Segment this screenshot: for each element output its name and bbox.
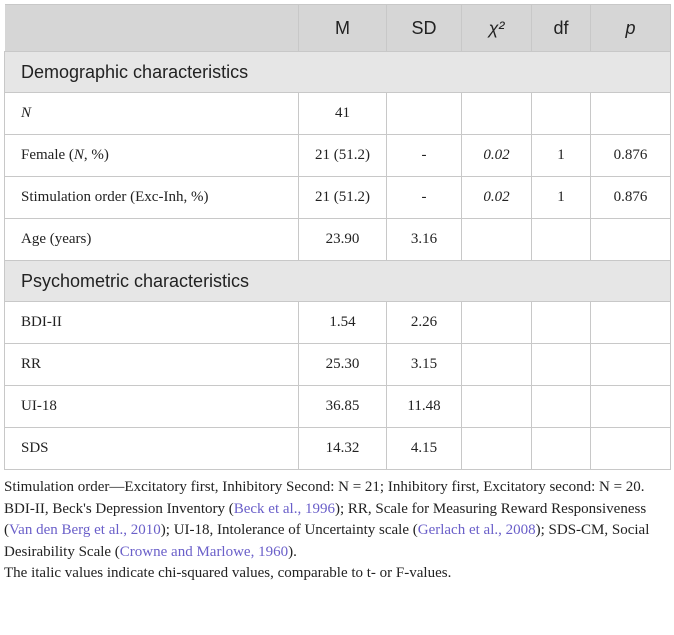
header-chi-squared: χ²: [462, 5, 532, 52]
cell-p: [591, 428, 671, 470]
cell-chi: 0.02: [462, 177, 532, 219]
cell-df: [532, 428, 591, 470]
table-row: [5, 344, 671, 386]
cell-chi: [462, 93, 532, 135]
ref-gerlach-link[interactable]: Gerlach et al., 2008: [417, 522, 536, 538]
row-label: UI-18: [5, 386, 299, 428]
cell-chi: [462, 386, 532, 428]
cell-df: [532, 219, 591, 261]
cell-sd: [387, 93, 462, 135]
header-sd: SD: [387, 5, 462, 52]
note-text: BDI-II, Beck's Depression Inventory (: [4, 500, 234, 517]
section-demographic: [5, 52, 671, 93]
cell-df: [532, 386, 591, 428]
cell-df: [532, 93, 591, 135]
cell-p: [591, 219, 671, 261]
header-row: [5, 5, 671, 52]
table-row: [5, 386, 671, 428]
cell-chi: 0.02: [462, 135, 532, 177]
cell-p: [591, 386, 671, 428]
ref-beck-link[interactable]: Beck et al., 1996: [233, 500, 335, 517]
cell-sd: 4.15: [387, 428, 462, 470]
cell-sd: 2.26: [387, 302, 462, 344]
note-stimulation-order: Stimulation order—Excitatory first, Inhibitory Second: N = 21; Inhibitory first, Excitatory second: N = 20.: [4, 479, 645, 495]
cell-sd: 11.48: [387, 386, 462, 428]
row-label: Age (years): [5, 219, 299, 261]
table-row: [5, 428, 671, 470]
cell-m: 36.85: [299, 386, 387, 428]
header-df: df: [532, 5, 591, 52]
cell-df: 1: [532, 177, 591, 219]
characteristics-table: [4, 4, 671, 470]
table-row: [5, 302, 671, 344]
table-row: [5, 135, 671, 177]
cell-sd: 3.15: [387, 344, 462, 386]
cell-m: 1.54: [299, 302, 387, 344]
row-label: Stimulation order (Exc-Inh, %): [5, 177, 299, 219]
cell-m: 21 (51.2): [299, 177, 387, 219]
cell-p: 0.876: [591, 177, 671, 219]
cell-sd: -: [387, 135, 462, 177]
note-text: ); SDS-CM, Social Desirability Scale (: [4, 522, 650, 560]
cell-p: 0.876: [591, 135, 671, 177]
cell-m: 14.32: [299, 428, 387, 470]
note-italic-values: The italic values indicate chi-squared values, comparable to t- or F-values.: [4, 565, 452, 581]
cell-chi: [462, 344, 532, 386]
row-label: Female (N, %): [5, 135, 299, 177]
ref-crowne-marlowe-link[interactable]: Crowne and Marlowe, 1960: [119, 543, 289, 560]
cell-chi: [462, 428, 532, 470]
note-text: ); RR, Scale for Measuring Reward Responsiveness (: [4, 500, 647, 538]
cell-chi: [462, 302, 532, 344]
cell-p: [591, 344, 671, 386]
cell-df: [532, 302, 591, 344]
cell-chi: [462, 219, 532, 261]
table-container: [4, 4, 670, 585]
row-label: SDS: [5, 428, 299, 470]
table-notes: [4, 477, 670, 585]
section-psychometric: [5, 261, 671, 302]
section-title: Psychometric characteristics: [5, 261, 671, 302]
cell-df: 1: [532, 135, 591, 177]
table-row: [5, 219, 671, 261]
cell-sd: -: [387, 177, 462, 219]
table-row: [5, 93, 671, 135]
cell-m: 25.30: [299, 344, 387, 386]
cell-p: [591, 93, 671, 135]
header-m: M: [299, 5, 387, 52]
cell-p: [591, 302, 671, 344]
note-abbreviations: [4, 499, 670, 564]
table-row: [5, 177, 671, 219]
header-label: [5, 5, 299, 52]
cell-df: [532, 344, 591, 386]
row-label: RR: [5, 344, 299, 386]
cell-m: 23.90: [299, 219, 387, 261]
header-p: p: [591, 5, 671, 52]
note-text: ).: [288, 543, 297, 560]
row-label: N: [5, 93, 299, 135]
note-text: ); UI-18, Intolerance of Uncertainty scale (: [160, 522, 418, 538]
row-label: BDI-II: [5, 302, 299, 344]
ref-van-den-berg-link[interactable]: Van den Berg et al., 2010: [9, 522, 161, 538]
section-title: Demographic characteristics: [5, 52, 671, 93]
cell-m: 21 (51.2): [299, 135, 387, 177]
cell-m: 41: [299, 93, 387, 135]
cell-sd: 3.16: [387, 219, 462, 261]
